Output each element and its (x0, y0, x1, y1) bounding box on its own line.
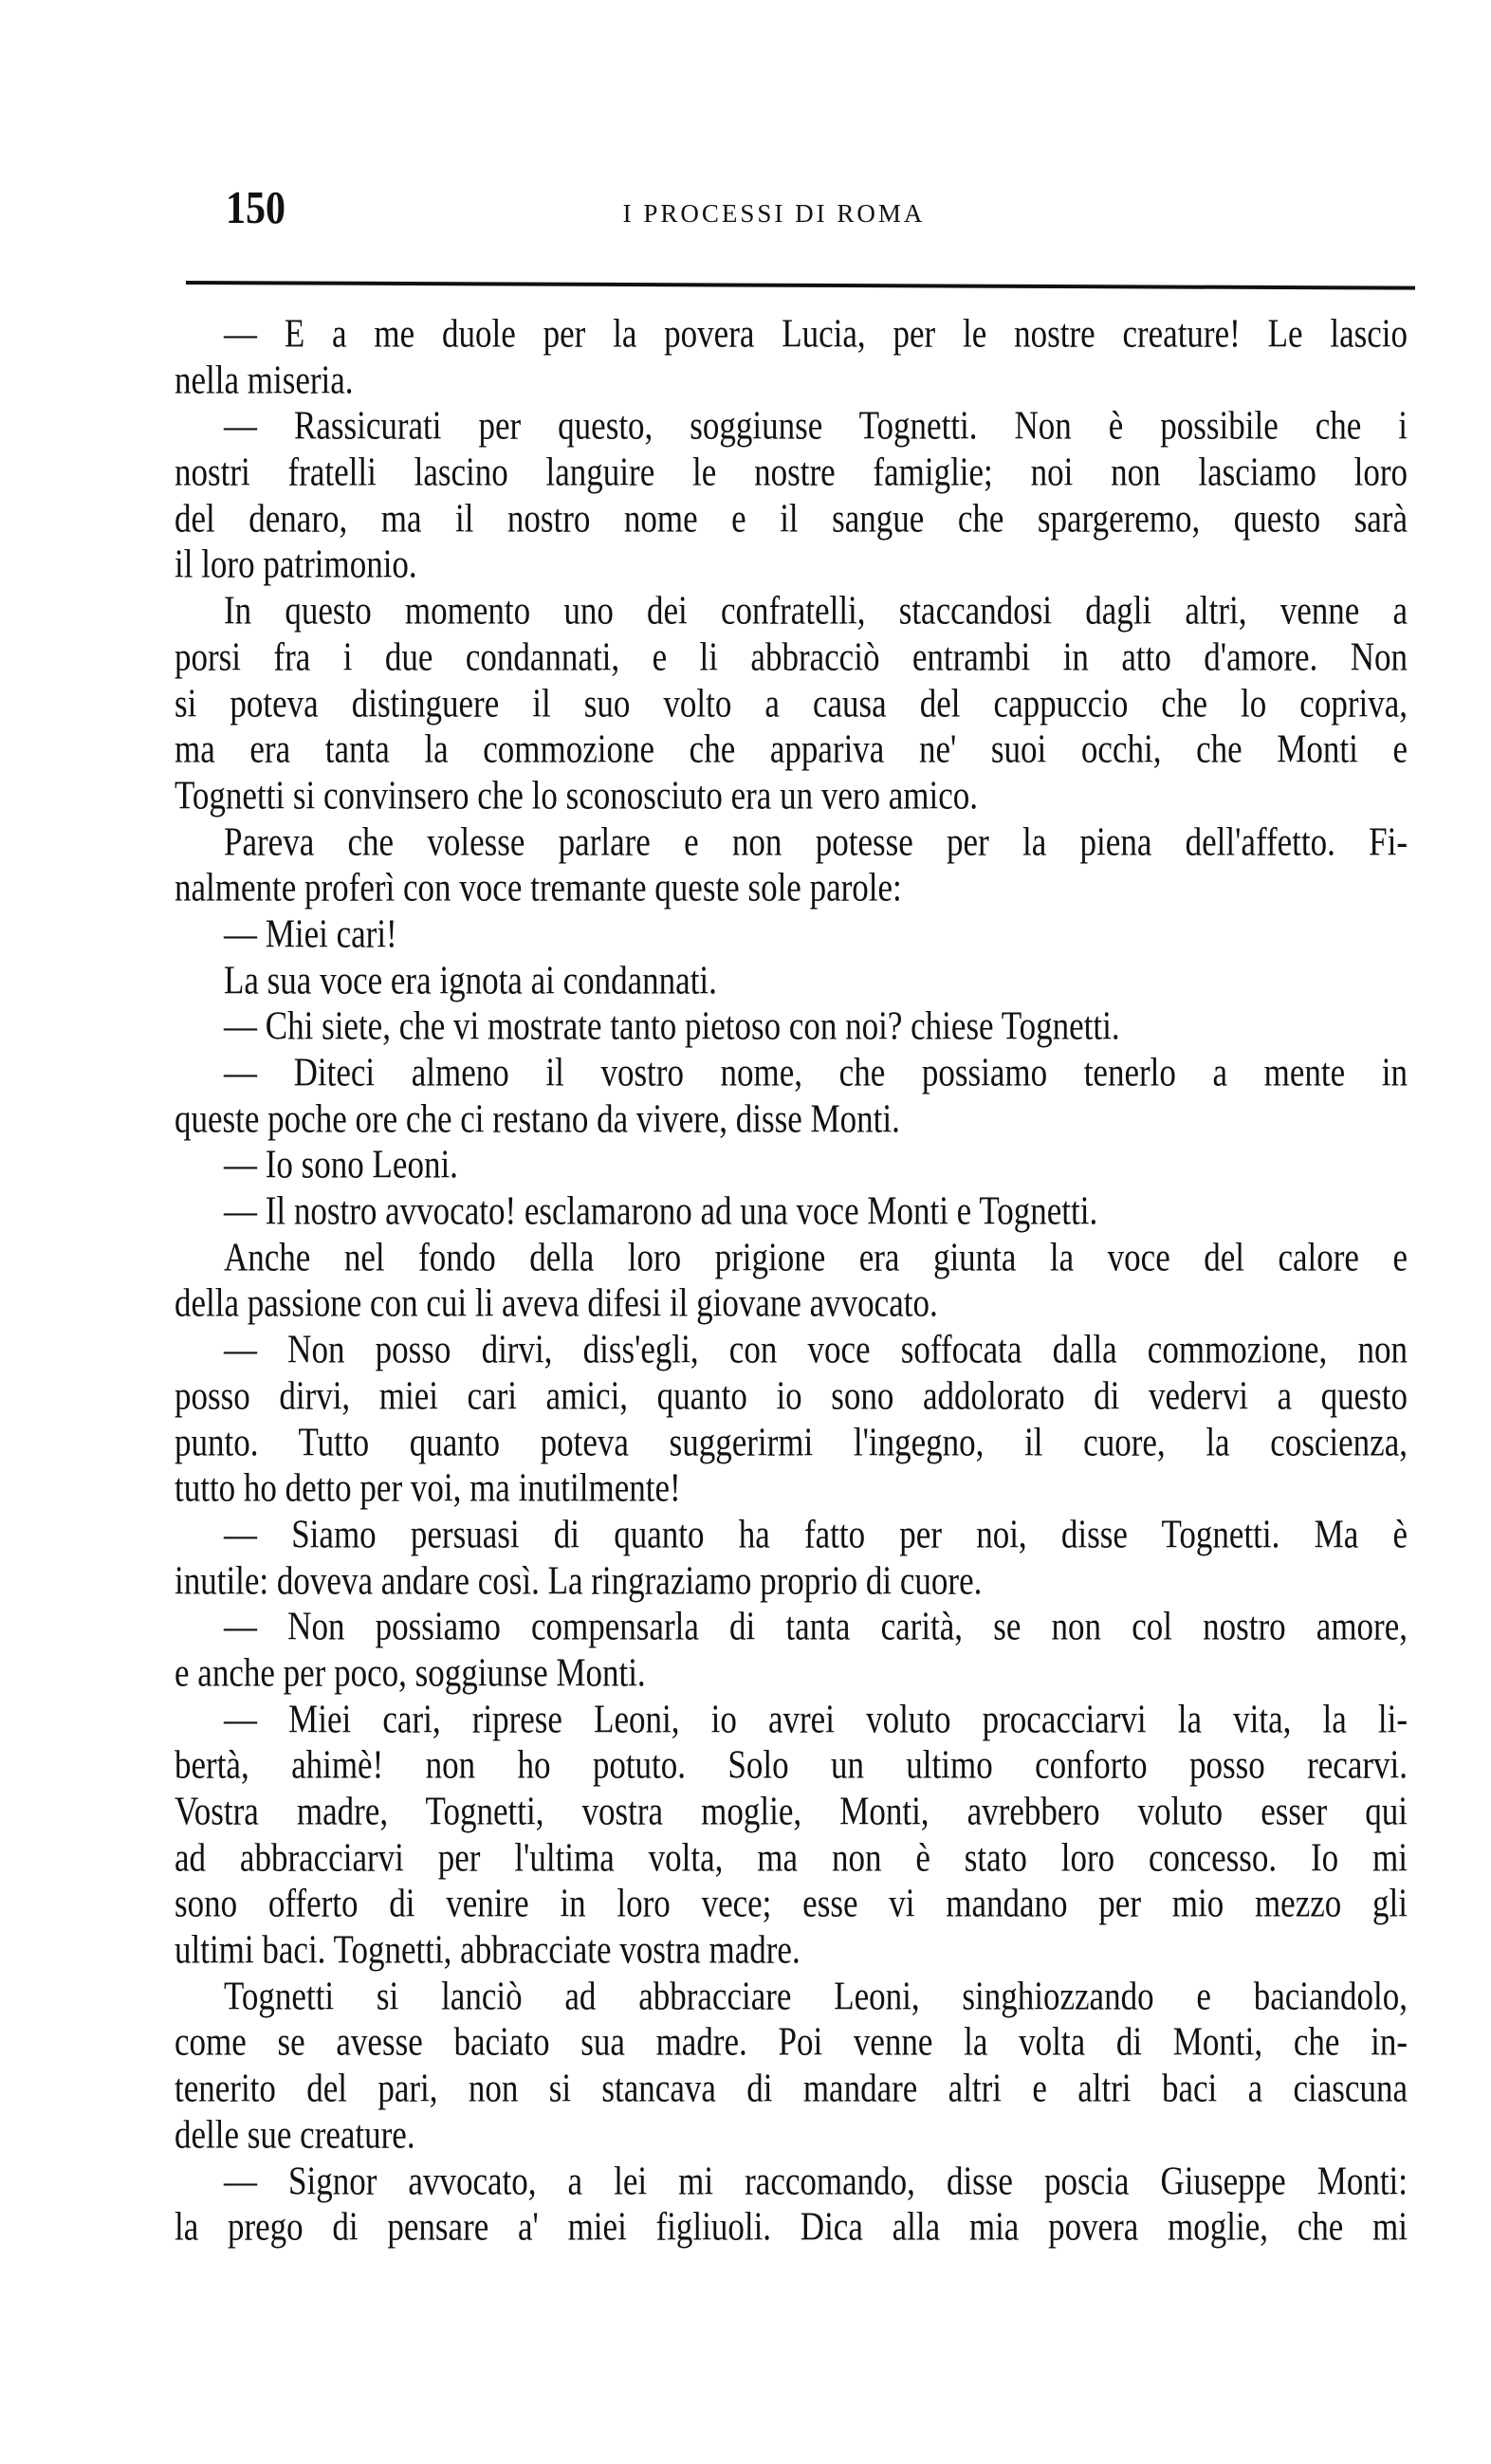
text-line: ad abbracciarvi per l'ultima volta, ma non è stato loro concesso. Io mi (175, 1834, 1408, 1880)
text-line: inutile: doveva andare così. La ringraziamo proprio di cuore. (175, 1557, 983, 1603)
text-line: sono offerto di venire in loro vece; esse vi mandano per mio mezzo gli (175, 1880, 1408, 1926)
text-line: del denaro, ma il nostro nome e il sangue che spargeremo, questo sarà (175, 495, 1408, 541)
text-line: — Diteci almeno il vostro nome, che possiamo tenerlo a mente in (224, 1049, 1408, 1095)
text-line: e anche per poco, soggiunse Monti. (175, 1649, 646, 1696)
text-line: nella miseria. (175, 357, 354, 402)
text-line: — Siamo persuasi di quanto ha fatto per noi, disse Tognetti. Ma è (224, 1511, 1408, 1556)
text-line: — Non posso dirvi, diss'egli, con voce soffocata dalla commozione, non (224, 1326, 1408, 1372)
text-line: come se avesse baciato sua madre. Poi venne la volta di Monti, che in- (175, 2018, 1408, 2065)
text-line: — Miei cari! (224, 910, 397, 957)
text-line: Tognetti si lanciò ad abbracciare Leoni, singhiozzando e baciandolo, (224, 1973, 1408, 2018)
body-text (175, 311, 1408, 2251)
text-line: — Rassicurati per questo, soggiunse Tognetti. Non è possibile che i (224, 402, 1408, 449)
text-line: Vostra madre, Tognetti, vostra moglie, Monti, avrebbero voluto esser qui (175, 1788, 1408, 1834)
text-line: Tognetti si convinsero che lo sconosciuto era un vero amico. (175, 772, 979, 818)
text-line: — E a me duole per la povera Lucia, per le nostre creature! Le lascio (224, 310, 1408, 357)
header-rule (186, 281, 1415, 290)
text-line: ma era tanta la commozione che appariva ne' suoi occhi, che Monti e (175, 726, 1408, 772)
text-line: nalmente proferì con voce tremante queste sole parole: (175, 864, 902, 910)
text-line: della passione con cui li aveva difesi il giovane avvocato. (175, 1279, 938, 1326)
text-line: — Io sono Leoni. (224, 1141, 458, 1187)
text-line: nostri fratelli lascino languire le nostre famiglie; noi non lasciamo loro (175, 449, 1408, 495)
text-line: ultimi baci. Tognetti, abbracciate vostra madre. (175, 1926, 801, 1973)
running-title: I PROCESSI DI ROMA (622, 199, 926, 228)
text-line: — Non possiamo compensarla di tanta carità, se non col nostro amore, (224, 1603, 1408, 1649)
text-line: porsi fra i due condannati, e li abbracciò entrambi in atto d'amore. Non (175, 634, 1408, 679)
text-line: la prego di pensare a' miei figliuoli. Dica alla mia povera moglie, che mi (175, 2203, 1408, 2250)
text-line: — Miei cari, riprese Leoni, io avrei voluto procacciarvi la vita, la li- (224, 1696, 1408, 1741)
text-line: — Chi siete, che vi mostrate tanto pietoso con noi? chiese Tognetti. (224, 1002, 1120, 1049)
page-number: 150 (226, 183, 285, 234)
text-line: La sua voce era ignota ai condannati. (224, 957, 717, 1002)
text-line: Anche nel fondo della loro prigione era giunta la voce del calore e (224, 1234, 1408, 1279)
text-line: queste poche ore che ci restano da vivere, disse Monti. (175, 1095, 900, 1141)
text-line: tutto ho detto per voi, ma inutilmente! (175, 1464, 681, 1511)
text-line: il loro patrimonio. (175, 541, 417, 587)
text-line: In questo momento uno dei confratelli, staccandosi dagli altri, venne a (224, 587, 1408, 634)
text-line: delle sue creature. (175, 2111, 415, 2157)
text-line: bertà, ahimè! non ho potuto. Solo un ultimo conforto posso recarvi. (175, 1741, 1408, 1788)
text-line: — Il nostro avvocato! esclamarono ad una voce Monti e Tognetti. (224, 1187, 1098, 1234)
text-line: si poteva distinguere il suo volto a causa del cappuccio che lo copriva, (175, 680, 1408, 726)
text-line: posso dirvi, miei cari amici, quanto io sono addolorato di vedervi a questo (175, 1372, 1408, 1418)
text-line: Pareva che volesse parlare e non potesse per la piena dell'affetto. Fi- (224, 818, 1408, 864)
text-line: punto. Tutto quanto poteva suggerirmi l'ingegno, il cuore, la coscienza, (175, 1419, 1408, 1464)
text-line: — Signor avvocato, a lei mi raccomando, disse poscia Giuseppe Monti: (224, 2158, 1408, 2203)
text-line: tenerito del pari, non si stancava di mandare altri e altri baci a ciascuna (175, 2065, 1408, 2111)
